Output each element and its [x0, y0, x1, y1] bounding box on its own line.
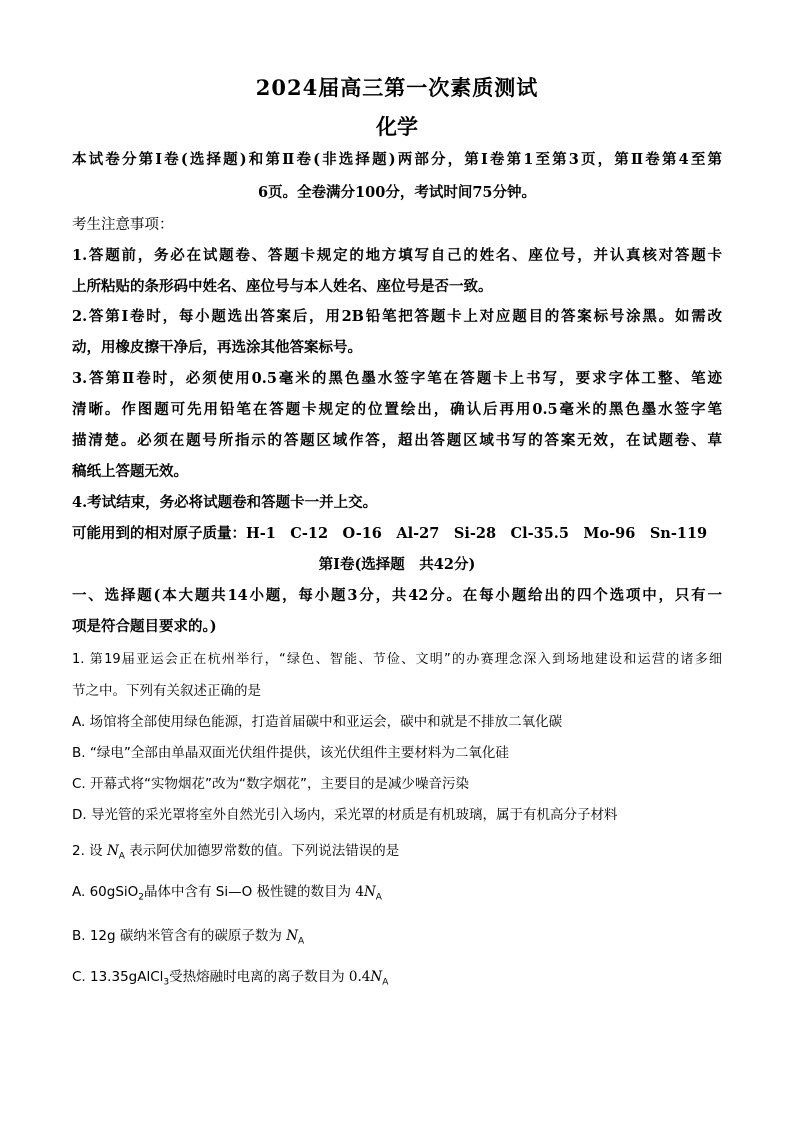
notice-heading: 考生注意事项： — [72, 217, 174, 233]
q2-option-c — [72, 967, 722, 993]
section-instruction-1: 一、选择题(本大题共14小题，每小题3分，共42分。在每小题给出的四个选项中，只有一 — [72, 587, 722, 604]
intro-line-1: 本试卷分第Ⅰ卷(选择题)和第Ⅱ卷(非选择题)两部分，第Ⅰ卷第1至第3页，第Ⅱ卷第4至第 — [72, 151, 722, 168]
notice-line: 稿纸上答题无效。 — [72, 463, 188, 480]
q2-stem — [72, 841, 722, 867]
notice-line: 动，用橡皮擦干净后，再选涂其他答案标号。 — [72, 339, 362, 356]
subscript: 3 — [163, 977, 170, 988]
q2-stem-text: 表示阿伏加德罗常数的值。下列说法错误的是 — [129, 843, 400, 859]
q1-stem-line-1: 1. 第19届亚运会正在杭州举行，“绿色、智能、节俭、文明”的办赛理念深入到场地建设和运营的诸多细 — [72, 652, 722, 667]
q2-option-c-text: C. 13.35gAlCl — [72, 969, 164, 985]
coefficient: 4 — [355, 884, 364, 900]
q2-option-c-text-2: 受热熔融时电离的离子数目为 — [169, 969, 345, 985]
avogadro-subscript: A — [118, 851, 125, 862]
atomic-masses: 可能用到的相对原子质量：H-1 C-12 O-16 Al-27 Si-28 Cl-35.5 Mo-96 Sn-119 — [72, 525, 708, 542]
intro-line-2: 6页。全卷满分100分，考试时间75分钟。 — [257, 184, 537, 201]
q2-option-b — [72, 926, 722, 952]
section-title: 第Ⅰ卷(选择题 共42分) — [318, 556, 476, 573]
notice-line: 上所粘贴的条形码中姓名、座位号与本人姓名、座位号是否一致。 — [72, 278, 493, 295]
q1-option-c: C. 开幕式将“实物烟花”改为“数字烟花”，主要目的是减少噪音污染 — [72, 776, 469, 792]
notice-line: 清晰。作图题可先用铅笔在答题卡规定的位置绘出，确认后再用0.5毫米的黑色墨水签字笔 — [72, 401, 722, 418]
subscript: 2 — [138, 892, 145, 903]
notice-line: 3.答第Ⅱ卷时，必须使用0.5毫米的黑色墨水签字笔在答题卡上书写，要求字体工整、笔迹 — [72, 370, 722, 387]
q2-option-a — [72, 882, 722, 908]
subject-title: 化学 — [376, 114, 418, 139]
notice-line: 1.答题前，务必在试题卷、答题卡规定的地方填写自己的姓名、座位号，并认真核对答题卡 — [72, 247, 722, 264]
q1-stem-line-2: 节之中。下列有关叙述正确的是 — [72, 683, 261, 699]
exam-title: 2024届高三第一次素质测试 — [255, 75, 539, 100]
q2-option-b-text: B. 12g 碳纳米管含有的碳原子数为 — [72, 928, 282, 944]
avogadro-subscript: A — [382, 977, 389, 988]
avogadro-subscript: A — [298, 936, 305, 947]
q1-option-d: D. 导光管的采光罩将室外自然光引入场内，采光罩的材质是有机玻璃，属于有机高分子材料 — [72, 807, 618, 823]
avogadro-symbol: N — [286, 928, 298, 944]
notice-line: 2.答第Ⅰ卷时，每小题选出答案后，用2B铅笔把答题卡上对应题目的答案标号涂黑。如需改 — [72, 308, 722, 325]
notice-line: 描清楚。必须在题号所指示的答题区域作答，超出答题区域书写的答案无效，在试题卷、草 — [72, 432, 722, 449]
q2-stem-prefix: 2. 设 — [72, 843, 103, 859]
avogadro-subscript: A — [375, 892, 382, 903]
section-instruction-2: 项是符合题目要求的。) — [72, 618, 217, 635]
avogadro-symbol: N — [106, 843, 119, 859]
q1-option-b: B. “绿电”全部由单晶双面光伏组件提供，该光伏组件主要材料为二氧化硅 — [72, 745, 509, 761]
avogadro-symbol: N — [363, 884, 376, 900]
coefficient: 0.4 — [348, 969, 371, 985]
q2-option-a-text: A. 60gSiO — [72, 884, 139, 900]
notice-line: 4.考试结束，务必将试题卷和答题卡一并上交。 — [72, 494, 378, 511]
q1-option-a: A. 场馆将全部使用绿色能源，打造首届碳中和亚运会，碳中和就是不排放二氧化碳 — [72, 714, 563, 730]
avogadro-symbol: N — [370, 969, 383, 985]
q2-option-a-text-2: 晶体中含有 Si—O 极性键的数目为 — [144, 884, 352, 900]
